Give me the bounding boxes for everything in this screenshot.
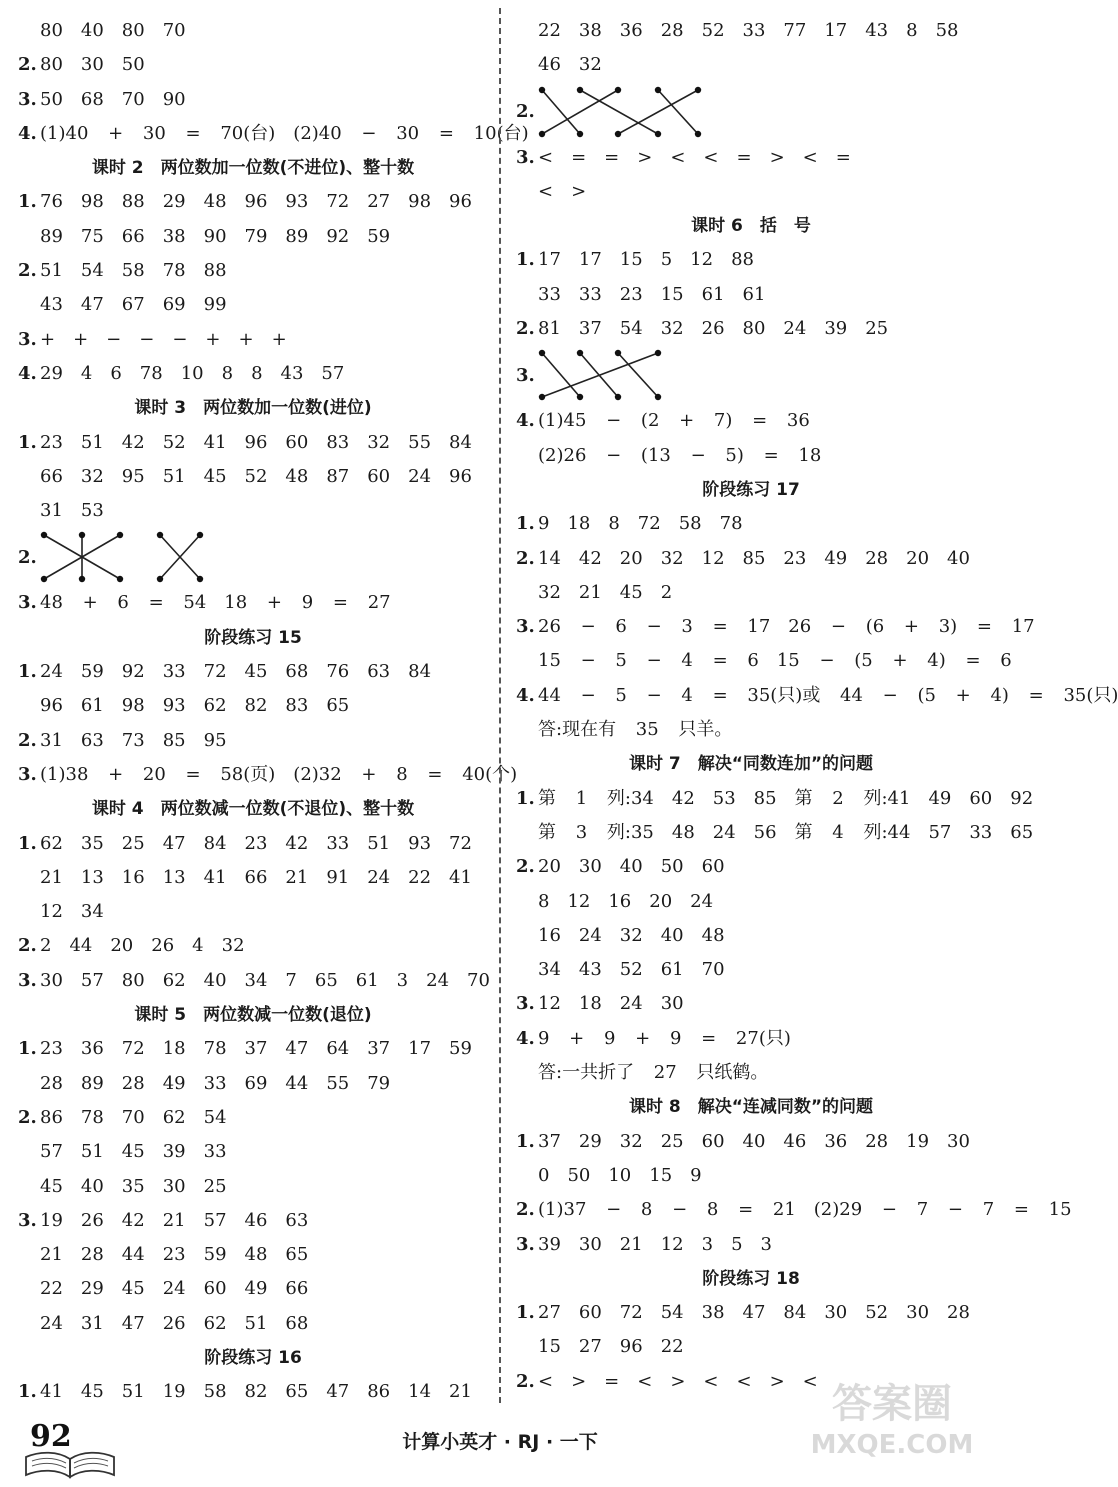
section-heading: 阶段练习 16 — [204, 1347, 302, 1368]
answer-values: 45 40 35 30 25 — [40, 1175, 227, 1197]
matching-dot-bottom — [79, 576, 85, 582]
matching-dot-bottom — [157, 576, 163, 582]
section-heading: 课时 8 解决“连减同数”的问题 — [628, 1097, 874, 1118]
answer-diagram — [516, 346, 986, 404]
answer-line — [516, 141, 986, 175]
section-heading: 课时 5 两位数减一位数(退位) — [134, 1005, 372, 1026]
question-number: 2. — [516, 547, 535, 569]
answer-values: 14 42 20 32 12 85 23 49 28 20 40 — [538, 547, 970, 569]
matching-dot-top — [41, 532, 47, 538]
answer-values: 80 30 50 — [40, 54, 145, 76]
answer-diagram — [516, 83, 986, 141]
answer-line — [18, 288, 488, 322]
answer-line — [18, 1307, 488, 1341]
answer-values: < > = < > < < > < — [538, 1370, 818, 1392]
answer-line — [516, 919, 986, 953]
answer-line — [516, 278, 986, 312]
answer-line — [18, 1032, 488, 1066]
question-number: 1. — [516, 513, 535, 535]
matching-line — [618, 90, 698, 134]
question-number: 2. — [18, 1106, 37, 1128]
matching-dot-top — [197, 532, 203, 538]
matching-dot-bottom — [695, 130, 701, 136]
answer-line — [18, 1135, 488, 1169]
answer-values: (1)45 − (2 + 7) = 36 — [538, 410, 810, 432]
answer-values: 20 30 40 50 60 — [538, 856, 725, 878]
matching-dot-top — [539, 350, 545, 356]
section-heading: 课时 3 两位数加一位数(进位) — [134, 398, 372, 419]
question-number: 1. — [516, 249, 535, 271]
question-number: 1. — [18, 191, 37, 213]
answer-line — [18, 254, 488, 288]
answer-values: 答:一共折了 27 只纸鹤。 — [538, 1062, 769, 1084]
answer-values: 81 37 54 32 26 80 24 39 25 — [538, 318, 889, 340]
answer-line — [516, 885, 986, 919]
matching-dot-bottom — [615, 130, 621, 136]
answer-line — [516, 507, 986, 541]
answer-values: (1)37 − 8 − 8 = 21 (2)29 − 7 − 7 = 15 — [538, 1199, 1072, 1221]
answer-line — [18, 827, 488, 861]
answer-values: 26 − 6 − 3 = 17 26 − (6 + 3) = 17 — [538, 616, 1035, 638]
watermark-logo — [802, 1378, 982, 1478]
answer-values: 86 78 70 62 54 — [40, 1106, 227, 1128]
section-heading: 阶段练习 17 — [702, 479, 800, 500]
answer-line — [18, 83, 488, 117]
answer-line — [18, 655, 488, 689]
answer-line — [516, 1228, 986, 1262]
answer-line — [18, 14, 488, 48]
matching-dot-bottom — [539, 130, 545, 136]
question-number: 3. — [18, 88, 37, 110]
answer-values: 15 − 5 − 4 = 6 15 − (5 + 4) = 6 — [538, 650, 1012, 672]
answer-values: 43 47 67 69 99 — [40, 294, 227, 316]
question-number: 2. — [516, 101, 535, 123]
answer-line — [516, 1022, 986, 1056]
answer-line — [18, 220, 488, 254]
question-number: 4. — [516, 1027, 535, 1049]
answer-line — [516, 48, 986, 82]
answer-line — [516, 1125, 986, 1159]
answer-line — [18, 1238, 488, 1272]
answer-line — [18, 48, 488, 82]
question-number: 4. — [516, 410, 535, 432]
answer-diagram — [18, 528, 488, 586]
question-number: 1. — [516, 1130, 535, 1152]
question-number: 3. — [516, 1233, 535, 1255]
question-number: 2. — [516, 1370, 535, 1392]
matching-dot-top — [577, 350, 583, 356]
answer-values: 48 + 6 = 54 18 + 9 = 27 — [40, 592, 391, 614]
answer-line — [516, 439, 986, 473]
answer-values: 17 17 15 5 12 88 — [538, 249, 754, 271]
question-number: 2. — [18, 54, 37, 76]
question-number: 1. — [18, 431, 37, 453]
answer-values: 41 45 51 19 58 82 65 47 86 14 21 — [40, 1381, 472, 1403]
matching-lines-diagram — [538, 347, 738, 403]
matching-dot-top — [157, 532, 163, 538]
question-number: 4. — [18, 122, 37, 144]
answer-line — [18, 185, 488, 219]
question-number: 3. — [18, 328, 37, 350]
column-divider — [499, 8, 501, 1403]
answer-line — [516, 782, 1034, 816]
question-number: 2. — [18, 935, 37, 957]
matching-dot-bottom — [197, 576, 203, 582]
answer-values: 8 12 16 20 24 — [538, 890, 714, 912]
matching-dot-top — [695, 86, 701, 92]
answer-values: < > — [538, 180, 587, 202]
answer-values: 89 75 66 38 90 79 89 92 59 — [40, 225, 391, 247]
answer-values: 第 3 列:35 48 24 56 第 4 列:44 57 33 65 — [538, 821, 1034, 843]
page-number: 92 — [30, 1419, 72, 1454]
right-column — [516, 14, 1118, 1399]
answer-line — [18, 1101, 488, 1135]
question-number: 3. — [516, 993, 535, 1015]
answer-values: 62 35 25 47 84 23 42 33 51 93 72 — [40, 832, 472, 854]
answer-line — [516, 816, 1034, 850]
question-number: 3. — [18, 763, 37, 785]
answer-values: 0 50 10 15 9 — [538, 1164, 702, 1186]
answer-values: (2)26 − (13 − 5) = 18 — [538, 444, 822, 466]
answer-line — [516, 1159, 986, 1193]
answer-values: 9 18 8 72 58 78 — [538, 513, 743, 535]
answer-values: 答:现在有 35 只羊。 — [538, 719, 733, 741]
matching-dot-bottom — [117, 576, 123, 582]
answer-values: < = = > < < = > < = — [538, 146, 851, 168]
answer-values: 22 38 36 28 52 33 77 17 43 8 58 — [538, 20, 959, 41]
answer-values: 51 54 58 78 88 — [40, 260, 227, 282]
answer-values: 24 31 47 26 62 51 68 — [40, 1312, 309, 1334]
question-number: 1. — [18, 1381, 37, 1403]
question-number: 1. — [516, 1302, 535, 1324]
answer-line — [516, 1296, 986, 1330]
matching-line — [618, 353, 658, 397]
answer-values: 19 26 42 21 57 46 63 — [40, 1209, 309, 1231]
question-number: 2. — [18, 729, 37, 751]
answer-values: 23 51 42 52 41 96 60 83 32 55 84 — [40, 431, 472, 453]
answer-values: 57 51 45 39 33 — [40, 1141, 227, 1163]
answer-line — [18, 426, 488, 460]
answer-line — [516, 243, 986, 277]
answer-values: (1)40 + 30 = 70(台) (2)40 − 30 = 10(台) — [40, 122, 529, 144]
question-number: 2. — [516, 318, 535, 340]
answer-line — [516, 542, 986, 576]
question-number: 3. — [516, 616, 535, 638]
answer-values: (1)38 + 20 = 58(页) (2)32 + 8 = 40(个) — [40, 763, 518, 785]
answer-line — [18, 1170, 488, 1204]
matching-dot-top — [79, 532, 85, 538]
matching-lines-diagram — [40, 529, 240, 585]
answer-line — [18, 357, 488, 391]
answer-line — [18, 895, 488, 929]
answer-values: 21 28 44 23 59 48 65 — [40, 1244, 309, 1266]
matching-line — [542, 353, 658, 397]
watermark-url: MXQE.COM — [810, 1430, 974, 1460]
answer-line — [18, 1272, 488, 1306]
matching-line — [542, 90, 618, 134]
section-heading: 课时 7 解决“同数连加”的问题 — [628, 754, 874, 775]
answer-values: 28 89 28 49 33 69 44 55 79 — [40, 1072, 391, 1094]
question-number: 2. — [516, 1199, 535, 1221]
answer-values: 76 98 88 29 48 96 93 72 27 98 96 — [40, 191, 472, 213]
answer-values: 96 61 98 93 62 82 83 65 — [40, 695, 350, 717]
matching-dot-top — [615, 86, 621, 92]
matching-dot-top — [539, 86, 545, 92]
question-number: 2. — [18, 260, 37, 282]
answer-line — [516, 713, 986, 747]
answer-values: 66 32 95 51 45 52 48 87 60 24 96 — [40, 465, 472, 487]
question-number: 3. — [516, 146, 535, 168]
answer-values: 9 + 9 + 9 = 27(只) — [538, 1027, 791, 1049]
answer-line — [516, 1056, 986, 1090]
answer-values: 31 63 73 85 95 — [40, 729, 227, 751]
answer-values: 27 60 72 54 38 47 84 30 52 30 28 — [538, 1302, 970, 1324]
answer-line — [516, 644, 1012, 678]
answer-line — [516, 14, 986, 48]
matching-dot-bottom — [615, 394, 621, 400]
answer-line — [516, 679, 1118, 713]
section-heading: 课时 2 两位数加一位数(不进位)、整十数 — [91, 158, 415, 179]
question-number: 3. — [18, 1209, 37, 1231]
answer-line — [18, 861, 488, 895]
answer-line — [516, 987, 986, 1021]
answer-line — [516, 576, 986, 610]
answer-values: 50 68 70 90 — [40, 88, 186, 110]
answer-values: 30 57 80 62 40 34 7 65 61 3 24 70 — [40, 969, 490, 991]
answer-line — [18, 494, 488, 528]
answer-values: 第 1 列:34 42 53 85 第 2 列:41 49 60 92 — [538, 787, 1034, 809]
matching-dot-bottom — [655, 130, 661, 136]
matching-dot-top — [117, 532, 123, 538]
answer-values: 31 53 — [40, 500, 104, 522]
answer-values: 29 4 6 78 10 8 8 43 57 — [40, 362, 345, 384]
matching-dot-top — [577, 86, 583, 92]
answer-line — [516, 953, 986, 987]
answer-line — [18, 460, 488, 494]
answer-values: 21 13 16 13 41 66 21 91 24 22 41 — [40, 866, 472, 888]
question-number: 3. — [18, 969, 37, 991]
left-column — [18, 14, 529, 1410]
question-number: 1. — [18, 1038, 37, 1060]
answer-line — [18, 323, 488, 357]
matching-dot-bottom — [577, 394, 583, 400]
question-number: 3. — [516, 364, 535, 386]
answer-values: 22 29 45 24 60 49 66 — [40, 1278, 309, 1300]
answer-line — [516, 175, 986, 209]
section-heading: 阶段练习 18 — [702, 1268, 800, 1289]
answer-line — [516, 850, 986, 884]
answer-values: 39 30 21 12 3 5 3 — [538, 1233, 772, 1255]
question-number: 4. — [18, 362, 37, 384]
answer-line — [18, 117, 529, 151]
matching-dot-top — [655, 86, 661, 92]
answer-values: 37 29 32 25 60 40 46 36 28 19 30 — [538, 1130, 970, 1152]
answer-line — [18, 758, 518, 792]
answer-line — [516, 1193, 1072, 1227]
answer-line — [516, 610, 1035, 644]
answer-values: 15 27 96 22 — [538, 1336, 684, 1358]
answer-line — [18, 724, 488, 758]
answer-values: 23 36 72 18 78 37 47 64 37 17 59 — [40, 1038, 472, 1060]
matching-dot-bottom — [539, 394, 545, 400]
answer-line — [18, 964, 488, 998]
matching-lines-diagram — [538, 84, 738, 140]
answer-values: 46 32 — [538, 54, 602, 76]
matching-dot-bottom — [577, 130, 583, 136]
answer-values: 33 33 23 15 61 61 — [538, 283, 766, 305]
matching-dot-bottom — [655, 394, 661, 400]
answer-values: + + − − − + + + — [40, 328, 287, 350]
answer-line — [516, 1330, 986, 1364]
matching-dot-top — [655, 350, 661, 356]
question-number: 4. — [516, 684, 535, 706]
question-number: 2. — [18, 546, 37, 568]
answer-line — [18, 929, 488, 963]
answer-line — [18, 586, 488, 620]
answer-values: 12 18 24 30 — [538, 993, 684, 1015]
answer-line — [18, 689, 488, 723]
question-number: 1. — [18, 832, 37, 854]
matching-line — [580, 90, 658, 134]
answer-values: 2 44 20 26 4 32 — [40, 935, 245, 957]
answer-line — [516, 312, 986, 346]
matching-line — [542, 90, 580, 134]
answer-values: 16 24 32 40 48 — [538, 924, 725, 946]
matching-line — [658, 90, 698, 134]
question-number: 1. — [18, 661, 37, 683]
answer-line — [18, 1067, 488, 1101]
section-heading: 课时 6 括 号 — [691, 216, 811, 237]
answer-values: 32 21 45 2 — [538, 581, 673, 603]
section-heading: 课时 4 两位数减一位数(不退位)、整十数 — [91, 799, 415, 820]
book-title: 计算小英才 · RJ · 一下 — [402, 1431, 598, 1453]
watermark-name: 答案圈 — [832, 1381, 952, 1427]
section-heading: 阶段练习 15 — [204, 627, 302, 648]
answer-values: 44 − 5 − 4 = 35(只)或 44 − (5 + 4) = 35(只) — [538, 684, 1118, 706]
answer-line — [18, 1204, 488, 1238]
question-number: 1. — [516, 787, 535, 809]
question-number: 3. — [18, 592, 37, 614]
matching-dot-bottom — [41, 576, 47, 582]
answer-line — [516, 404, 986, 438]
answer-values: 24 59 92 33 72 45 68 76 63 84 — [40, 661, 432, 683]
answer-values: 12 34 — [40, 901, 104, 923]
answer-values: 80 40 80 70 — [40, 20, 186, 41]
answer-values: 34 43 52 61 70 — [538, 959, 725, 981]
question-number: 2. — [516, 856, 535, 878]
matching-dot-top — [615, 350, 621, 356]
